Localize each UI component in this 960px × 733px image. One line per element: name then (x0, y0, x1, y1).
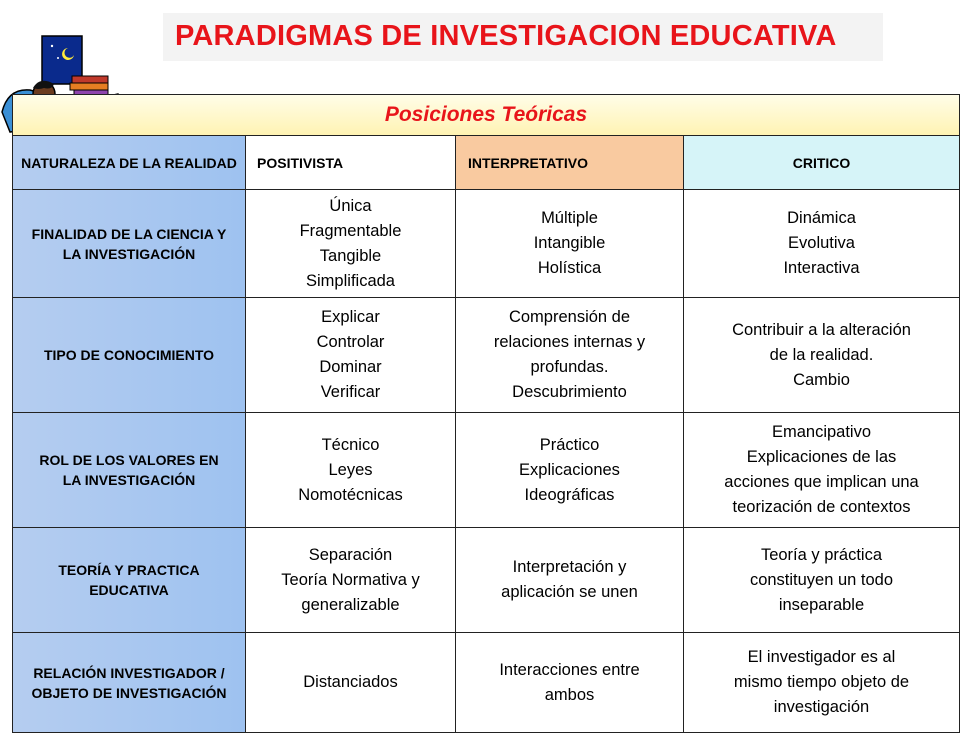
cell-line: generalizable (301, 595, 400, 614)
page-title: PARADIGMAS DE INVESTIGACION EDUCATIVA (175, 20, 837, 52)
cell-line: Verificar (320, 383, 381, 401)
table-cell-critico (684, 633, 960, 733)
row-label: TEORÍA Y PRACTICA EDUCATIVA (58, 562, 200, 598)
cell-line: Descubrimiento (512, 383, 627, 401)
column-header-critico (684, 136, 960, 190)
cell-lines (732, 318, 911, 393)
cell-line: Emancipativo (771, 423, 872, 441)
cell-lines (298, 433, 403, 508)
table-cell-label (12, 413, 246, 528)
cell-line: mismo tiempo objeto de (733, 673, 910, 691)
cell-line: Simplificada (306, 271, 395, 290)
cell-line: Evolutiva (788, 234, 855, 252)
cell-line: Contribuir a la alteración (732, 320, 911, 339)
cell-line: inseparable (778, 595, 865, 614)
cell-line: Comprensión de (508, 308, 631, 326)
cell-line: Nomotécnicas (298, 485, 403, 504)
row-label: RELACIÓN INVESTIGADOR / OBJETO DE INVESTIGACIÓN (31, 664, 227, 701)
cell-line: Distanciados (303, 673, 398, 691)
cell-line: Intangible (533, 234, 606, 252)
cell-line: Teoría y práctica (760, 545, 883, 564)
table-cell-positivista (246, 633, 456, 733)
table-cell-interpretativo (456, 190, 684, 298)
title-banner (163, 13, 883, 61)
cell-lines (783, 206, 859, 281)
cell-line: ambos (544, 685, 595, 704)
table-cell-label (12, 528, 246, 633)
column-header-interpretativo (456, 136, 684, 190)
cell-line: Técnico (321, 435, 380, 454)
table-cell-critico (684, 413, 960, 528)
cell-lines (499, 658, 639, 708)
cell-line: Interactiva (783, 259, 860, 277)
cell-lines (303, 670, 397, 695)
table-cell-label (12, 190, 246, 298)
cell-lines (750, 543, 893, 618)
row-label: TIPO DE CONOCIMIENTO (43, 347, 215, 363)
table-cell-positivista (246, 413, 456, 528)
cell-line: El investigador es al (747, 648, 896, 666)
cell-lines (501, 555, 638, 605)
cell-line: relaciones internas y (493, 333, 646, 351)
row-label: FINALIDAD DE LA CIENCIA Y LA INVESTIGACIÓN (31, 225, 227, 262)
table-cell-interpretativo (456, 528, 684, 633)
cell-lines (317, 305, 385, 405)
cell-line: investigación (773, 698, 870, 716)
table-cell-critico (684, 190, 960, 298)
cell-line: Teoría Normativa y (281, 570, 420, 589)
column-header-positivista-label: POSITIVISTA (257, 154, 344, 171)
cell-line: profundas. (530, 358, 609, 376)
column-header-dimension (12, 136, 246, 190)
table-cell-interpretativo (456, 298, 684, 413)
cell-line: de la realidad. (769, 345, 874, 364)
table-cell-positivista (246, 190, 456, 298)
table-cell-label (12, 298, 246, 413)
column-header-interpretativo-label: INTERPRETATIVO (468, 154, 589, 171)
cell-line: Explicaciones (519, 460, 620, 479)
cell-lines (734, 645, 909, 720)
column-header-dimension-label: NATURALEZA DE LA REALIDAD (21, 154, 237, 171)
cell-line: acciones que implican una (724, 473, 919, 491)
table-cell-label (12, 633, 246, 733)
cell-line: Dominar (319, 358, 382, 376)
table-cell-interpretativo (456, 633, 684, 733)
cell-line: Explicaciones de las (746, 448, 897, 466)
table-header-banner (12, 94, 960, 136)
table-cell-positivista (246, 298, 456, 413)
cell-lines (534, 206, 606, 281)
row-label: ROL DE LOS VALORES EN LA INVESTIGACIÓN (39, 452, 219, 488)
table-cell-critico (684, 298, 960, 413)
cell-line: Interpretación y (512, 558, 627, 576)
cell-line: aplicación se unen (501, 583, 638, 601)
cell-line: Fragmentable (299, 221, 402, 240)
cell-line: Holística (537, 259, 602, 277)
cell-line: Cambio (793, 370, 850, 389)
table-cell-critico (684, 528, 960, 633)
cell-line: Explicar (321, 308, 380, 326)
cell-line: Separación (308, 545, 393, 564)
cell-line: Ideográficas (524, 485, 615, 504)
cell-lines (494, 305, 645, 405)
cell-line: Leyes (328, 460, 373, 479)
cell-lines (300, 194, 402, 294)
table-cell-positivista (246, 528, 456, 633)
column-header-critico-label: CRITICO (792, 154, 851, 171)
cell-line: Dinámica (787, 209, 856, 227)
table-header-title: Posiciones Teóricas (384, 103, 588, 126)
cell-line: Múltiple (541, 209, 598, 227)
cell-line: constituyen un todo (749, 570, 894, 589)
cell-line: Controlar (316, 333, 385, 351)
cell-lines (281, 543, 419, 618)
cell-lines (519, 433, 620, 508)
cell-line: teorización de contextos (732, 498, 911, 516)
cell-line: Tangible (319, 246, 382, 265)
cell-line: Interacciones entre (499, 660, 640, 679)
cell-line: Práctico (539, 435, 600, 454)
cell-line: Única (329, 196, 372, 215)
paradigms-table (12, 94, 960, 720)
cell-lines (724, 420, 918, 520)
table-cell-interpretativo (456, 413, 684, 528)
column-header-positivista (246, 136, 456, 190)
